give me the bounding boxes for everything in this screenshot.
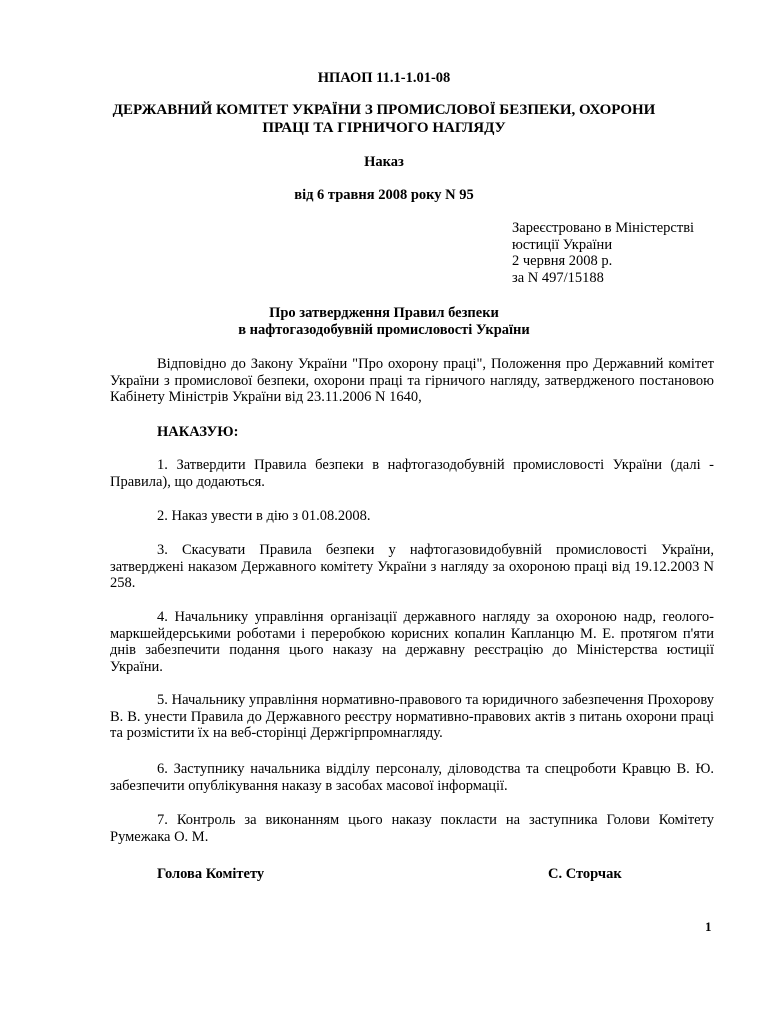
order-subject bbox=[0, 305, 768, 338]
document-code: НПАОП 11.1-1.01-08 bbox=[317, 70, 451, 86]
committee-name-line-1: ДЕРЖАВНИЙ КОМІТЕТ УКРАЇНИ З ПРОМИСЛОВОЇ БЕЗПЕКИ, ОХОРОНИ bbox=[112, 102, 656, 118]
registration-line: 2 червня 2008 р. bbox=[512, 253, 613, 269]
registration-line: за N 497/15188 bbox=[512, 269, 604, 286]
order-item: 6. Заступнику начальника відділу персоналу, діловодства та спецроботи Кравцю В. Ю. забезпечити опублікування наказу в засобах масової інформації. bbox=[110, 761, 714, 794]
signature-name: С. Сторчак bbox=[548, 866, 622, 882]
order-item: 2. Наказ увести в дію з 01.08.2008. bbox=[157, 508, 371, 524]
committee-name-line-2: ПРАЦІ ТА ГІРНИЧОГО НАГЛЯДУ bbox=[262, 119, 506, 136]
signature-title: Голова Комітету bbox=[157, 866, 265, 882]
order-date: від 6 травня 2008 року N 95 bbox=[294, 187, 474, 203]
intro-paragraph: Відповідно до Закону України "Про охорону праці", Положення про Державний комітет України з промислової безпеки, охорони праці та гірничого нагляду, затвердженого постановою Кабінету Міністрів України від 23.11.2006 N 1640, bbox=[110, 356, 714, 405]
order-title: Наказ bbox=[364, 154, 404, 170]
order-heading: НАКАЗУЮ: bbox=[157, 424, 239, 440]
order-item: 4. Начальнику управління організації державного нагляду за охороною надр, геолого-маркшейдерськими роботами і переробкою корисних копалин Капланцю М. Е. протягом п'яти днів забезпечити подання цього наказу на державну реєстрацію до Міністерства юстиції України. bbox=[110, 609, 714, 675]
order-item: 5. Начальнику управління нормативно-правового та юридичного забезпечення Прохорову В. В. унести Правила до Державного реєстру нормативно-правових актів з питань охорони праці та розмістити їх на веб-сторінці Держгірпромнагляду. bbox=[110, 692, 714, 741]
order-item: 3. Скасувати Правила безпеки у нафтогазовидобувній промисловості України, затверджені наказом Державного комітету України з нагляду за охороною праці від 19.12.2003 N 258. bbox=[110, 542, 714, 591]
committee-name bbox=[0, 102, 768, 137]
order-subject-line-1: Про затвердження Правил безпеки bbox=[269, 305, 499, 321]
registration-line: юстиції України bbox=[512, 236, 613, 253]
registration-note bbox=[512, 220, 742, 286]
order-item: 7. Контроль за виконанням цього наказу покласти на заступника Голови Комітету Румежака О. М. bbox=[110, 812, 714, 845]
page-number: 1 bbox=[705, 919, 712, 934]
registration-line: Зареєстровано в Міністерстві bbox=[512, 220, 695, 236]
order-subject-line-2: в нафтогазодобувній промисловості України bbox=[238, 321, 530, 338]
order-item: 1. Затвердити Правила безпеки в нафтогазодобувній промисловості України (далі - Правила), що додаються. bbox=[110, 457, 714, 490]
